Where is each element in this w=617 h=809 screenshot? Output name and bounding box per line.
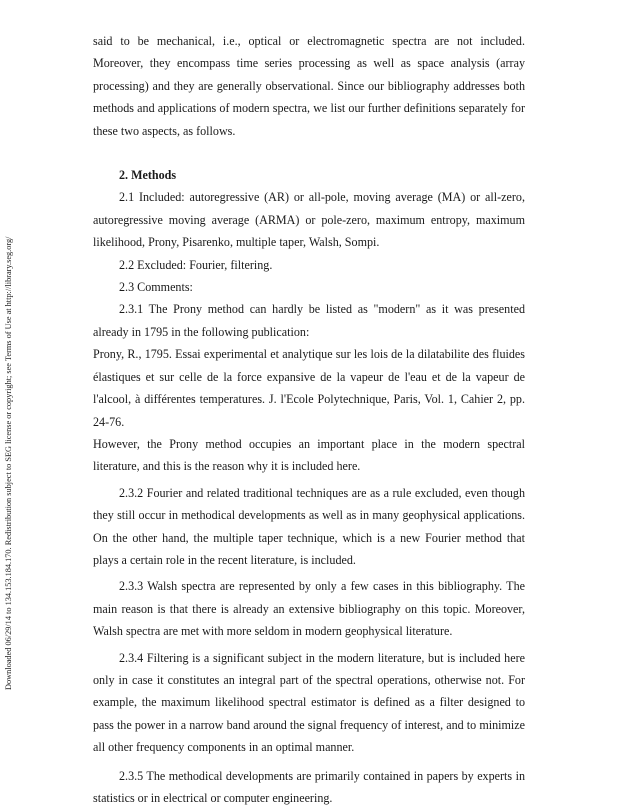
item-2-3-2: 2.3.2 Fourier and related traditional techniques are as a rule excluded, even though they still occur in methodical developments as well as in many geophysical applications. On the other hand, the multiple taper technique, which is a new Fourier method that plays a certain role in the recent literature, is included. <box>93 485 525 567</box>
item-2-3-4: 2.3.4 Filtering is a significant subject in the modern literature, but is included here only in case it constitutes an integral part of the spectral operations, otherwise not. For example, the maximum likelihood spectral estimator is defined as a filter designed to pass the power in a narrow band around the signal frequency of interest, and to minimize all other frequency components in an optimal manner. <box>93 650 525 755</box>
prony-note: However, the Prony method occupies an important place in the modern spectral literature, and this is the reason why it is included here. <box>93 436 525 474</box>
prony-citation: Prony, R., 1795. Essai experimental et analytique sur les lois de la dilatabilite des fluides élastiques et sur celle de la force expansive de la vapeur de l'eau et de la vapeur de l'alcool, à différentes temperatures. J. l'Ecole Polytechnique, Paris, Vol. 1, Cahier 2, pp. 24-76. <box>93 347 525 429</box>
page-body <box>93 30 525 809</box>
item-2-3-5: 2.3.5 The methodical developments are primarily contained in papers by experts in statistics or in electrical or computer engineering. <box>93 768 525 805</box>
download-notice: Downloaded 06/29/14 to 134.153.184.170. Redistribution subject to SEG license or copyright; see Terms of Use at http://library.seg.org/ <box>4 236 13 690</box>
section-heading: 2. Methods <box>119 168 177 183</box>
item-2-3: 2.3 Comments: <box>119 280 193 295</box>
item-2-2: 2.2 Excluded: Fourier, filtering. <box>119 257 273 272</box>
item-2-3-3: 2.3.3 Walsh spectra are represented by only a few cases in this bibliography. The main reason is that there is already an extensive bibliography on this topic. Moreover, Walsh spectra are met with more seldom in modern geophysical literature. <box>93 579 525 639</box>
item-2-1: 2.1 Included: autoregressive (AR) or all-pole, moving average (MA) or all-zero, autoregressive moving average (ARMA) or pole-zero, maximum entropy, maximum likelihood, Prony, Pisarenko, multiple taper, Walsh, Sompi. <box>93 190 525 250</box>
item-2-3-1: 2.3.1 The Prony method can hardly be listed as "modern" as it was presented already in 1795 in the following publication: <box>93 302 525 339</box>
intro-paragraph: said to be mechanical, i.e., optical or electromagnetic spectra are not included. Moreover, they encompass time series processing as well as space analysis (array processing) and they are generally observational. Since our bibliography addresses both methods and applications of modern spectra, we list our further definitions separately for these two aspects, as follows. <box>93 34 525 138</box>
